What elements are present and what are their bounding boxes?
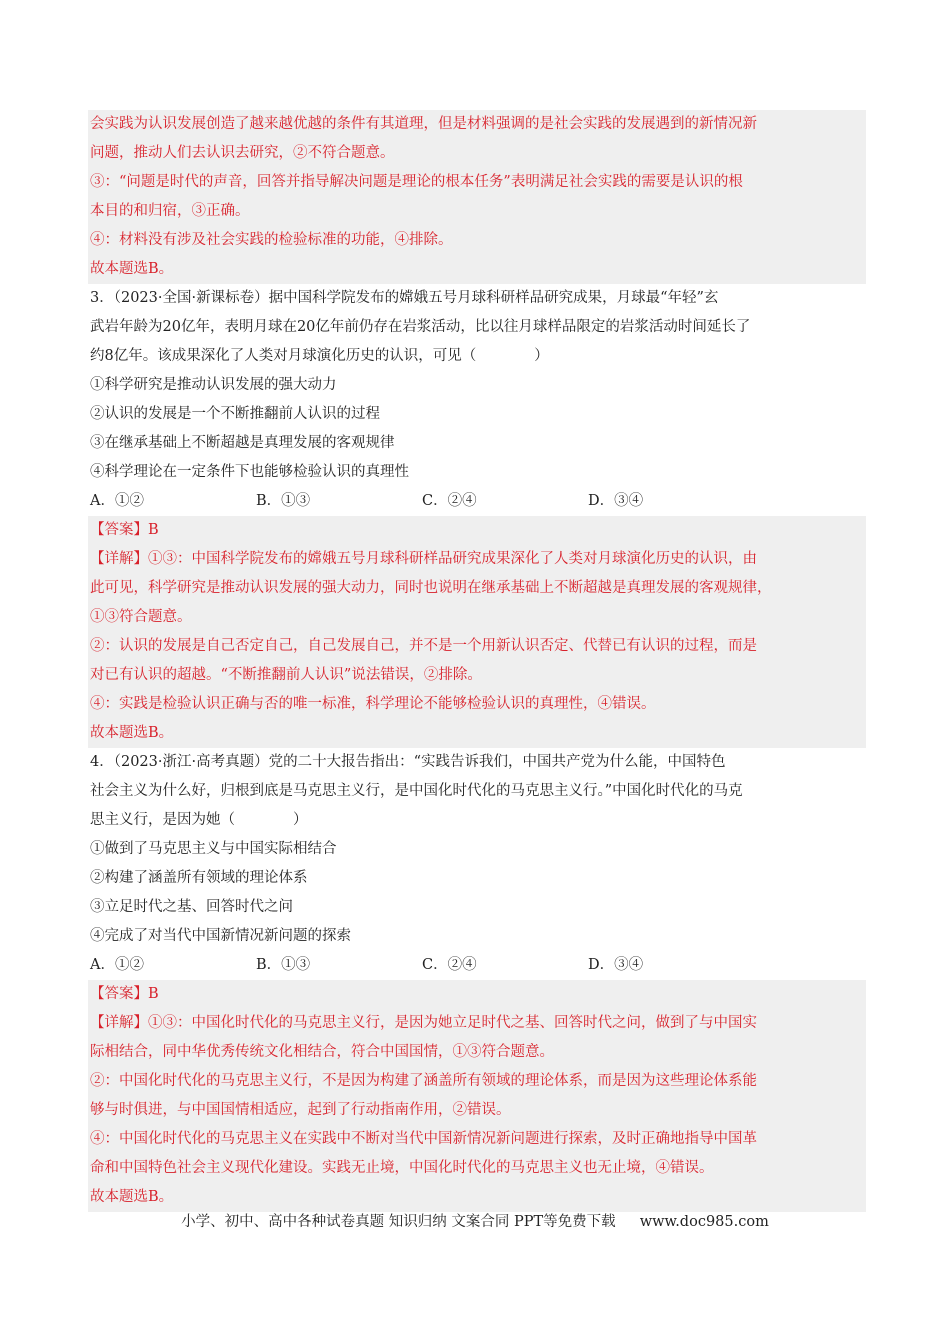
explanation-line: 故本题选B。: [88, 1183, 866, 1212]
question-stem-line: 3．（2023·全国·新课标卷）据中国科学院发布的嫦娥五号月球科研样品研究成果，月球最“年轻”玄: [90, 290, 719, 306]
option-a: A．①②: [90, 957, 144, 973]
answer-block-q3: [88, 516, 866, 748]
explanation-line: ④：实践是检验认识正确与否的唯一标准，科学理论不能够检验认识的真理性，④错误。: [88, 690, 866, 719]
page-footer: [0, 1210, 950, 1231]
choice-options: [88, 951, 866, 980]
explanation-line: 对已有认识的超越。“不断推翻前人认识”说法错误，②排除。: [88, 661, 866, 690]
footer-website-link[interactable]: www.doc985.com: [639, 1214, 769, 1230]
answer-block-previous: [88, 110, 866, 284]
answer-label: 【答案】B: [88, 516, 866, 545]
explanation-line: 命和中国特色社会主义现代化建设。实践无止境，中国化时代化的马克思主义也无止境，④错误。: [88, 1154, 866, 1183]
question-stem-line: 4．（2023·浙江·高考真题）党的二十大报告指出：“实践告诉我们，中国共产党为什么能，中国特色: [90, 754, 726, 770]
question-3: [88, 284, 866, 748]
question-stem-line: 社会主义为什么好，归根到底是马克思主义行，是中国化时代化的马克思主义行。”中国化时代化的马克: [90, 783, 743, 799]
answer-line: ③：“问题是时代的声音，回答并指导解决问题是理论的根本任务”表明满足社会实践的需要是认识的根: [88, 168, 866, 197]
explanation-line: ①③符合题意。: [88, 603, 866, 632]
document-body: [88, 110, 866, 1212]
answer-line: 本目的和归宿，③正确。: [88, 197, 866, 226]
statement-item: ③立足时代之基、回答时代之问: [90, 899, 293, 915]
footer-text: 小学、初中、高中各种试卷真题 知识归纳 文案合同 PPT等免费下载: [181, 1214, 616, 1230]
explanation-line: 【详解】①③：中国科学院发布的嫦娥五号月球科研样品研究成果深化了人类对月球演化历史的认识，由: [88, 545, 866, 574]
explanation-line: 此可见，科学研究是推动认识发展的强大动力，同时也说明在继承基础上不断超越是真理发展的客观规律，: [88, 574, 866, 603]
option-c: C．②④: [422, 493, 477, 509]
answer-line: 问题，推动人们去认识去研究，②不符合题意。: [88, 139, 866, 168]
answer-block-q4: [88, 980, 866, 1212]
explanation-line: 际相结合，同中华优秀传统文化相结合，符合中国国情，①③符合题意。: [88, 1038, 866, 1067]
explanation-line: ②：认识的发展是自己否定自己，自己发展自己，并不是一个用新认识否定、代替已有认识的过程，而是: [88, 632, 866, 661]
choice-options: [88, 487, 866, 516]
explanation-line: 【详解】①③：中国化时代化的马克思主义行，是因为她立足时代之基、回答时代之问，做到了与中国实: [88, 1009, 866, 1038]
option-d: D．③④: [588, 957, 644, 973]
answer-label: 【答案】B: [88, 980, 866, 1009]
option-a: A．①②: [90, 493, 144, 509]
statement-item: ①科学研究是推动认识发展的强大动力: [90, 377, 337, 393]
statement-item: ①做到了马克思主义与中国实际相结合: [90, 841, 337, 857]
answer-line: 故本题选B。: [88, 255, 866, 284]
option-b: B．①③: [256, 493, 311, 509]
question-stem-line: 武岩年龄为20亿年，表明月球在20亿年前仍存在岩浆活动，比以往月球样品限定的岩浆活动时间延长了: [90, 319, 751, 335]
statement-item: ②认识的发展是一个不断推翻前人认识的过程: [90, 406, 380, 422]
explanation-line: 故本题选B。: [88, 719, 866, 748]
explanation-line: 够与时俱进，与中国国情相适应，起到了行动指南作用，②错误。: [88, 1096, 866, 1125]
statement-item: ④完成了对当代中国新情况新问题的探索: [90, 928, 351, 944]
statement-item: ③在继承基础上不断超越是真理发展的客观规律: [90, 435, 395, 451]
explanation-line: ②：中国化时代化的马克思主义行，不是因为构建了涵盖所有领域的理论体系，而是因为这些理论体系能: [88, 1067, 866, 1096]
answer-line: ④：材料没有涉及社会实践的检验标准的功能，④排除。: [88, 226, 866, 255]
answer-line: 会实践为认识发展创造了越来越优越的条件有其道理，但是材料强调的是社会实践的发展遇到的新情况新: [88, 110, 866, 139]
statement-item: ②构建了涵盖所有领域的理论体系: [90, 870, 308, 886]
question-4: [88, 748, 866, 1212]
option-c: C．②④: [422, 957, 477, 973]
statement-item: ④科学理论在一定条件下也能够检验认识的真理性: [90, 464, 409, 480]
question-stem-line: 约8亿年。该成果深化了人类对月球演化历史的认识，可见（ ）: [90, 348, 549, 364]
question-stem-line: 思主义行，是因为她（ ）: [90, 812, 308, 828]
option-b: B．①③: [256, 957, 311, 973]
option-d: D．③④: [588, 493, 644, 509]
explanation-line: ④：中国化时代化的马克思主义在实践中不断对当代中国新情况新问题进行探索，及时正确地指导中国革: [88, 1125, 866, 1154]
